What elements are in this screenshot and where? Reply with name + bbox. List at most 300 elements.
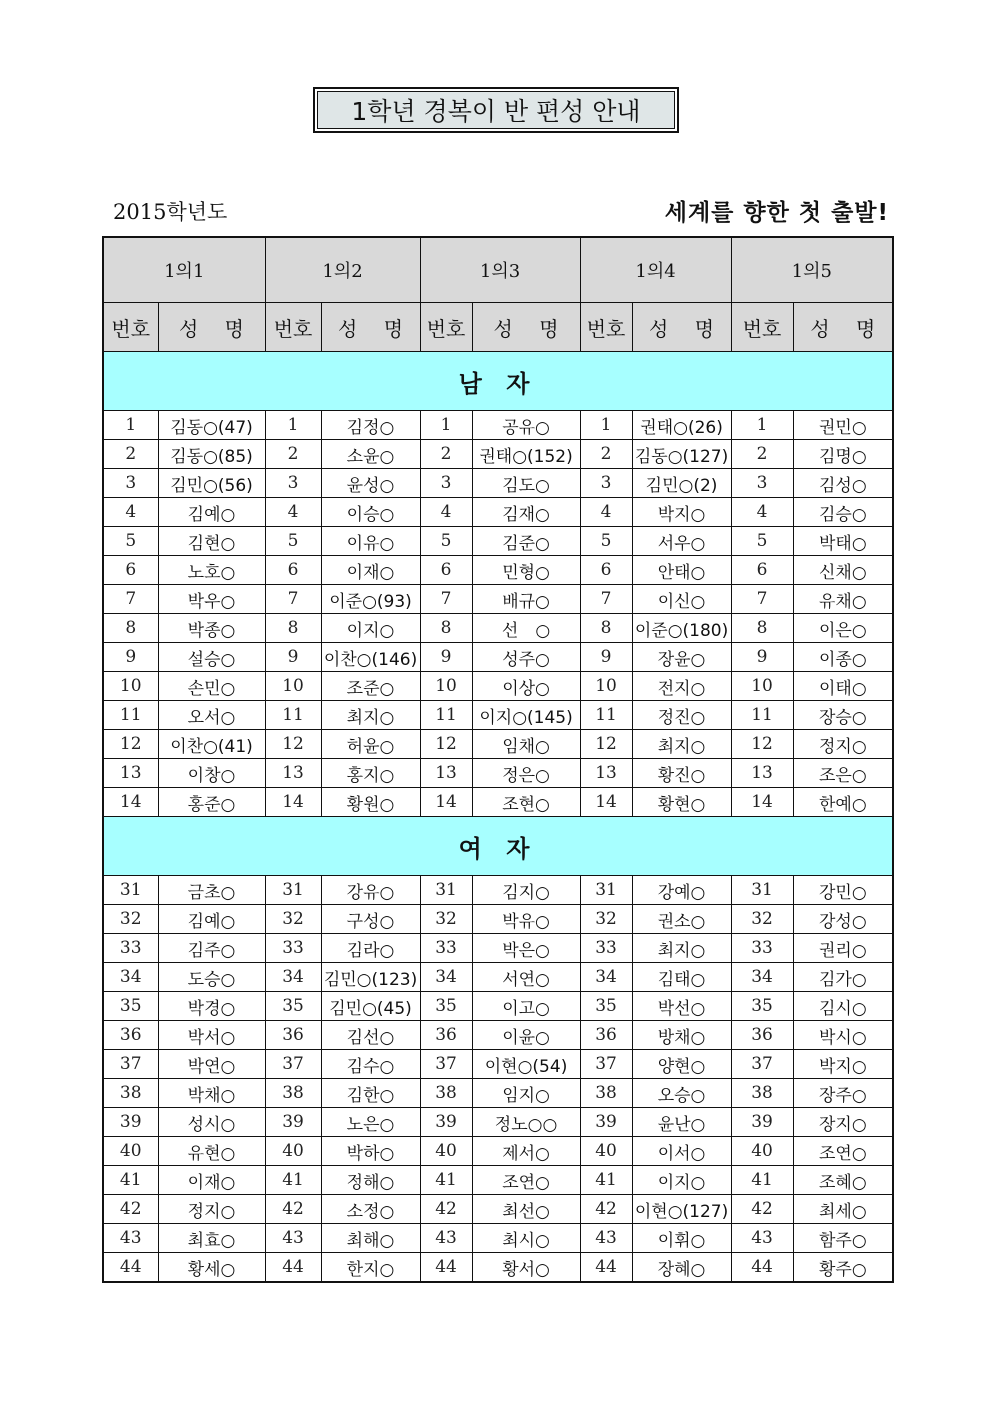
table-row [103, 527, 893, 556]
student-name: 김성○ [793, 469, 893, 498]
student-name: 이윤○ [472, 1021, 580, 1050]
name-header: 성 명 [793, 303, 893, 352]
student-number: 42 [265, 1195, 321, 1224]
student-name: 이종○ [793, 643, 893, 672]
student-name: 황서○ [472, 1253, 580, 1283]
student-number: 42 [731, 1195, 793, 1224]
student-name: 정노○○ [472, 1108, 580, 1137]
student-number: 32 [731, 905, 793, 934]
student-number: 31 [580, 876, 632, 905]
student-name: 김현○ [158, 527, 265, 556]
table-row [103, 440, 893, 469]
student-name: 오승○ [632, 1079, 731, 1108]
table-row [103, 992, 893, 1021]
student-name: 임채○ [472, 730, 580, 759]
student-name: 박경○ [158, 992, 265, 1021]
student-number: 3 [103, 469, 158, 498]
student-number: 41 [265, 1166, 321, 1195]
student-number: 13 [580, 759, 632, 788]
student-number: 10 [265, 672, 321, 701]
student-number: 34 [420, 963, 472, 992]
table-row [103, 585, 893, 614]
student-number: 8 [580, 614, 632, 643]
class-header: 1의5 [731, 237, 893, 303]
student-number: 38 [265, 1079, 321, 1108]
student-name: 노은○ [321, 1108, 420, 1137]
student-name: 김명○ [793, 440, 893, 469]
class-header: 1의2 [265, 237, 420, 303]
student-name: 오서○ [158, 701, 265, 730]
student-name: 김민○(45) [321, 992, 420, 1021]
student-name: 장지○ [793, 1108, 893, 1137]
student-number: 37 [580, 1050, 632, 1079]
student-name: 강민○ [793, 876, 893, 905]
class-header-row [103, 237, 893, 303]
student-number: 6 [103, 556, 158, 585]
student-number: 5 [265, 527, 321, 556]
student-number: 33 [580, 934, 632, 963]
student-number: 6 [580, 556, 632, 585]
student-number: 35 [731, 992, 793, 1021]
student-number: 40 [420, 1137, 472, 1166]
table-row [103, 1108, 893, 1137]
table-row [103, 469, 893, 498]
student-number: 7 [265, 585, 321, 614]
table-row [103, 759, 893, 788]
student-name: 권민○ [793, 411, 893, 440]
student-name: 전지○ [632, 672, 731, 701]
student-number: 31 [731, 876, 793, 905]
student-name: 설승○ [158, 643, 265, 672]
student-name: 최지○ [632, 730, 731, 759]
student-name: 최효○ [158, 1224, 265, 1253]
student-number: 42 [420, 1195, 472, 1224]
student-name: 이준○(180) [632, 614, 731, 643]
student-number: 36 [731, 1021, 793, 1050]
student-number: 36 [580, 1021, 632, 1050]
student-name: 박은○ [472, 934, 580, 963]
table-row [103, 643, 893, 672]
school-year: 2015학년도 [113, 200, 228, 224]
student-name: 황현○ [632, 788, 731, 817]
student-name: 박유○ [472, 905, 580, 934]
table-row [103, 1195, 893, 1224]
student-number: 44 [731, 1253, 793, 1283]
student-name: 조연○ [793, 1137, 893, 1166]
student-number: 34 [731, 963, 793, 992]
student-number: 8 [265, 614, 321, 643]
student-number: 10 [420, 672, 472, 701]
student-number: 44 [265, 1253, 321, 1283]
number-header: 번호 [731, 303, 793, 352]
student-name: 조혜○ [793, 1166, 893, 1195]
student-name: 조연○ [472, 1166, 580, 1195]
boys-rows [103, 411, 893, 817]
student-number: 35 [420, 992, 472, 1021]
student-number: 14 [103, 788, 158, 817]
student-number: 43 [103, 1224, 158, 1253]
student-name: 서우○ [632, 527, 731, 556]
student-name: 성시○ [158, 1108, 265, 1137]
student-number: 4 [731, 498, 793, 527]
student-name: 김시○ [793, 992, 893, 1021]
student-number: 5 [580, 527, 632, 556]
student-number: 3 [580, 469, 632, 498]
student-name: 소정○ [321, 1195, 420, 1224]
student-name: 최지○ [321, 701, 420, 730]
student-name: 장승○ [793, 701, 893, 730]
student-name: 권소○ [632, 905, 731, 934]
student-number: 2 [265, 440, 321, 469]
student-number: 11 [265, 701, 321, 730]
student-number: 31 [265, 876, 321, 905]
student-number: 1 [103, 411, 158, 440]
student-number: 33 [103, 934, 158, 963]
student-number: 12 [731, 730, 793, 759]
table-row [103, 1079, 893, 1108]
student-number: 5 [103, 527, 158, 556]
student-name: 서연○ [472, 963, 580, 992]
student-number: 42 [103, 1195, 158, 1224]
student-number: 43 [420, 1224, 472, 1253]
student-number: 41 [103, 1166, 158, 1195]
student-number: 7 [420, 585, 472, 614]
student-name: 도승○ [158, 963, 265, 992]
table-row [103, 1021, 893, 1050]
student-number: 7 [731, 585, 793, 614]
student-name: 김수○ [321, 1050, 420, 1079]
student-number: 11 [731, 701, 793, 730]
student-name: 이찬○(146) [321, 643, 420, 672]
student-name: 이창○ [158, 759, 265, 788]
student-number: 40 [580, 1137, 632, 1166]
student-number: 43 [580, 1224, 632, 1253]
student-name: 강성○ [793, 905, 893, 934]
student-name: 홍지○ [321, 759, 420, 788]
student-name: 정해○ [321, 1166, 420, 1195]
table-row [103, 1224, 893, 1253]
student-number: 32 [265, 905, 321, 934]
student-name: 김동○(127) [632, 440, 731, 469]
student-name: 소윤○ [321, 440, 420, 469]
student-name: 박종○ [158, 614, 265, 643]
student-number: 32 [580, 905, 632, 934]
student-name: 손민○ [158, 672, 265, 701]
student-name: 박서○ [158, 1021, 265, 1050]
student-name: 강예○ [632, 876, 731, 905]
student-name: 민형○ [472, 556, 580, 585]
student-number: 43 [731, 1224, 793, 1253]
student-name: 이현○(127) [632, 1195, 731, 1224]
student-number: 6 [420, 556, 472, 585]
student-name: 구성○ [321, 905, 420, 934]
student-name: 이신○ [632, 585, 731, 614]
student-name: 안태○ [632, 556, 731, 585]
table-row [103, 701, 893, 730]
student-number: 44 [580, 1253, 632, 1283]
student-number: 33 [731, 934, 793, 963]
name-header: 성 명 [321, 303, 420, 352]
student-name: 방채○ [632, 1021, 731, 1050]
girls-section-label: 여 자 [103, 817, 893, 876]
class-assignment-table [102, 236, 894, 1283]
student-number: 4 [580, 498, 632, 527]
student-name: 금초○ [158, 876, 265, 905]
student-number: 33 [420, 934, 472, 963]
column-header-row [103, 303, 893, 352]
student-number: 8 [731, 614, 793, 643]
student-name: 이지○(145) [472, 701, 580, 730]
student-number: 9 [731, 643, 793, 672]
student-number: 38 [103, 1079, 158, 1108]
student-name: 김동○(47) [158, 411, 265, 440]
table-row [103, 1050, 893, 1079]
girls-rows [103, 876, 893, 1283]
student-number: 44 [103, 1253, 158, 1283]
class-header: 1의3 [420, 237, 580, 303]
student-number: 14 [265, 788, 321, 817]
student-name: 홍준○ [158, 788, 265, 817]
table-row [103, 411, 893, 440]
student-name: 김민○(2) [632, 469, 731, 498]
student-name: 유채○ [793, 585, 893, 614]
student-name: 박우○ [158, 585, 265, 614]
student-name: 이지○ [632, 1166, 731, 1195]
student-number: 4 [265, 498, 321, 527]
student-name: 이재○ [158, 1166, 265, 1195]
student-name: 배규○ [472, 585, 580, 614]
student-name: 황진○ [632, 759, 731, 788]
student-name: 황원○ [321, 788, 420, 817]
table-row [103, 556, 893, 585]
student-name: 윤성○ [321, 469, 420, 498]
number-header: 번호 [103, 303, 158, 352]
student-number: 2 [420, 440, 472, 469]
student-number: 3 [731, 469, 793, 498]
student-name: 조현○ [472, 788, 580, 817]
student-number: 3 [420, 469, 472, 498]
student-name: 박채○ [158, 1079, 265, 1108]
student-number: 9 [420, 643, 472, 672]
student-name: 황세○ [158, 1253, 265, 1283]
student-number: 41 [420, 1166, 472, 1195]
student-name: 조준○ [321, 672, 420, 701]
number-header: 번호 [265, 303, 321, 352]
student-number: 38 [731, 1079, 793, 1108]
student-number: 4 [420, 498, 472, 527]
table-row [103, 905, 893, 934]
student-number: 5 [731, 527, 793, 556]
student-name: 김민○(56) [158, 469, 265, 498]
student-number: 12 [580, 730, 632, 759]
student-name: 황주○ [793, 1253, 893, 1283]
student-number: 13 [103, 759, 158, 788]
student-number: 1 [580, 411, 632, 440]
table-row [103, 730, 893, 759]
student-name: 강유○ [321, 876, 420, 905]
student-name: 박태○ [793, 527, 893, 556]
student-number: 41 [580, 1166, 632, 1195]
student-name: 김재○ [472, 498, 580, 527]
student-name: 박선○ [632, 992, 731, 1021]
student-number: 35 [580, 992, 632, 1021]
student-number: 11 [420, 701, 472, 730]
student-number: 12 [420, 730, 472, 759]
student-name: 성주○ [472, 643, 580, 672]
student-name: 윤난○ [632, 1108, 731, 1137]
student-name: 최시○ [472, 1224, 580, 1253]
student-number: 35 [103, 992, 158, 1021]
student-number: 1 [420, 411, 472, 440]
student-name: 김주○ [158, 934, 265, 963]
student-name: 박시○ [793, 1021, 893, 1050]
student-number: 31 [420, 876, 472, 905]
student-name: 김승○ [793, 498, 893, 527]
student-number: 42 [580, 1195, 632, 1224]
number-header: 번호 [420, 303, 472, 352]
student-number: 7 [103, 585, 158, 614]
table-row [103, 1166, 893, 1195]
title-box [313, 87, 679, 133]
student-number: 33 [265, 934, 321, 963]
name-header: 성 명 [632, 303, 731, 352]
student-number: 37 [731, 1050, 793, 1079]
student-name: 이서○ [632, 1137, 731, 1166]
student-number: 31 [103, 876, 158, 905]
student-number: 34 [103, 963, 158, 992]
student-name: 노호○ [158, 556, 265, 585]
table-row [103, 963, 893, 992]
student-number: 2 [731, 440, 793, 469]
student-name: 최세○ [793, 1195, 893, 1224]
table-row [103, 788, 893, 817]
student-number: 41 [731, 1166, 793, 1195]
student-name: 장혜○ [632, 1253, 731, 1283]
table-row [103, 876, 893, 905]
student-name: 정은○ [472, 759, 580, 788]
student-number: 35 [265, 992, 321, 1021]
student-name: 권태○(152) [472, 440, 580, 469]
student-name: 이현○(54) [472, 1050, 580, 1079]
student-name: 김도○ [472, 469, 580, 498]
student-name: 김예○ [158, 905, 265, 934]
table-row [103, 614, 893, 643]
student-number: 9 [580, 643, 632, 672]
student-number: 4 [103, 498, 158, 527]
student-name: 조은○ [793, 759, 893, 788]
student-name: 장윤○ [632, 643, 731, 672]
student-number: 40 [103, 1137, 158, 1166]
student-name: 최지○ [632, 934, 731, 963]
student-name: 정진○ [632, 701, 731, 730]
student-name: 장주○ [793, 1079, 893, 1108]
student-name: 김선○ [321, 1021, 420, 1050]
student-name: 제서○ [472, 1137, 580, 1166]
student-name: 김태○ [632, 963, 731, 992]
name-header: 성 명 [158, 303, 265, 352]
student-name: 이태○ [793, 672, 893, 701]
student-number: 38 [420, 1079, 472, 1108]
student-name: 이은○ [793, 614, 893, 643]
student-number: 34 [580, 963, 632, 992]
student-name: 허윤○ [321, 730, 420, 759]
student-name: 이찬○(41) [158, 730, 265, 759]
student-number: 7 [580, 585, 632, 614]
student-name: 김정○ [321, 411, 420, 440]
student-number: 37 [265, 1050, 321, 1079]
student-number: 40 [265, 1137, 321, 1166]
student-number: 2 [103, 440, 158, 469]
student-name: 박연○ [158, 1050, 265, 1079]
student-number: 37 [420, 1050, 472, 1079]
student-name: 이지○ [321, 614, 420, 643]
student-number: 6 [731, 556, 793, 585]
class-header: 1의4 [580, 237, 731, 303]
student-name: 정지○ [158, 1195, 265, 1224]
student-name: 김민○(123) [321, 963, 420, 992]
student-number: 10 [103, 672, 158, 701]
student-name: 신채○ [793, 556, 893, 585]
student-number: 8 [103, 614, 158, 643]
student-name: 양현○ [632, 1050, 731, 1079]
student-name: 이휘○ [632, 1224, 731, 1253]
student-number: 39 [103, 1108, 158, 1137]
student-name: 정지○ [793, 730, 893, 759]
student-number: 1 [265, 411, 321, 440]
class-header: 1의1 [103, 237, 265, 303]
student-name: 이고○ [472, 992, 580, 1021]
table-row [103, 498, 893, 527]
student-name: 임지○ [472, 1079, 580, 1108]
student-name: 이준○(93) [321, 585, 420, 614]
student-number: 9 [103, 643, 158, 672]
table-row [103, 672, 893, 701]
student-number: 39 [580, 1108, 632, 1137]
student-number: 39 [420, 1108, 472, 1137]
student-name: 공유○ [472, 411, 580, 440]
student-number: 39 [731, 1108, 793, 1137]
student-number: 11 [103, 701, 158, 730]
student-number: 43 [265, 1224, 321, 1253]
student-number: 32 [103, 905, 158, 934]
student-number: 5 [420, 527, 472, 556]
student-name: 선 ○ [472, 614, 580, 643]
student-number: 10 [580, 672, 632, 701]
student-name: 김예○ [158, 498, 265, 527]
student-number: 36 [103, 1021, 158, 1050]
student-name: 김라○ [321, 934, 420, 963]
student-name: 함주○ [793, 1224, 893, 1253]
student-number: 13 [265, 759, 321, 788]
student-name: 이재○ [321, 556, 420, 585]
number-header: 번호 [580, 303, 632, 352]
student-number: 39 [265, 1108, 321, 1137]
student-number: 40 [731, 1137, 793, 1166]
boys-section-label: 남 자 [103, 352, 893, 411]
student-name: 최선○ [472, 1195, 580, 1224]
student-name: 김지○ [472, 876, 580, 905]
student-name: 권태○(26) [632, 411, 731, 440]
student-number: 34 [265, 963, 321, 992]
student-number: 44 [420, 1253, 472, 1283]
student-name: 이승○ [321, 498, 420, 527]
student-name: 김동○(85) [158, 440, 265, 469]
table-row [103, 1137, 893, 1166]
student-name: 유현○ [158, 1137, 265, 1166]
student-number: 13 [731, 759, 793, 788]
student-number: 3 [265, 469, 321, 498]
student-number: 6 [265, 556, 321, 585]
